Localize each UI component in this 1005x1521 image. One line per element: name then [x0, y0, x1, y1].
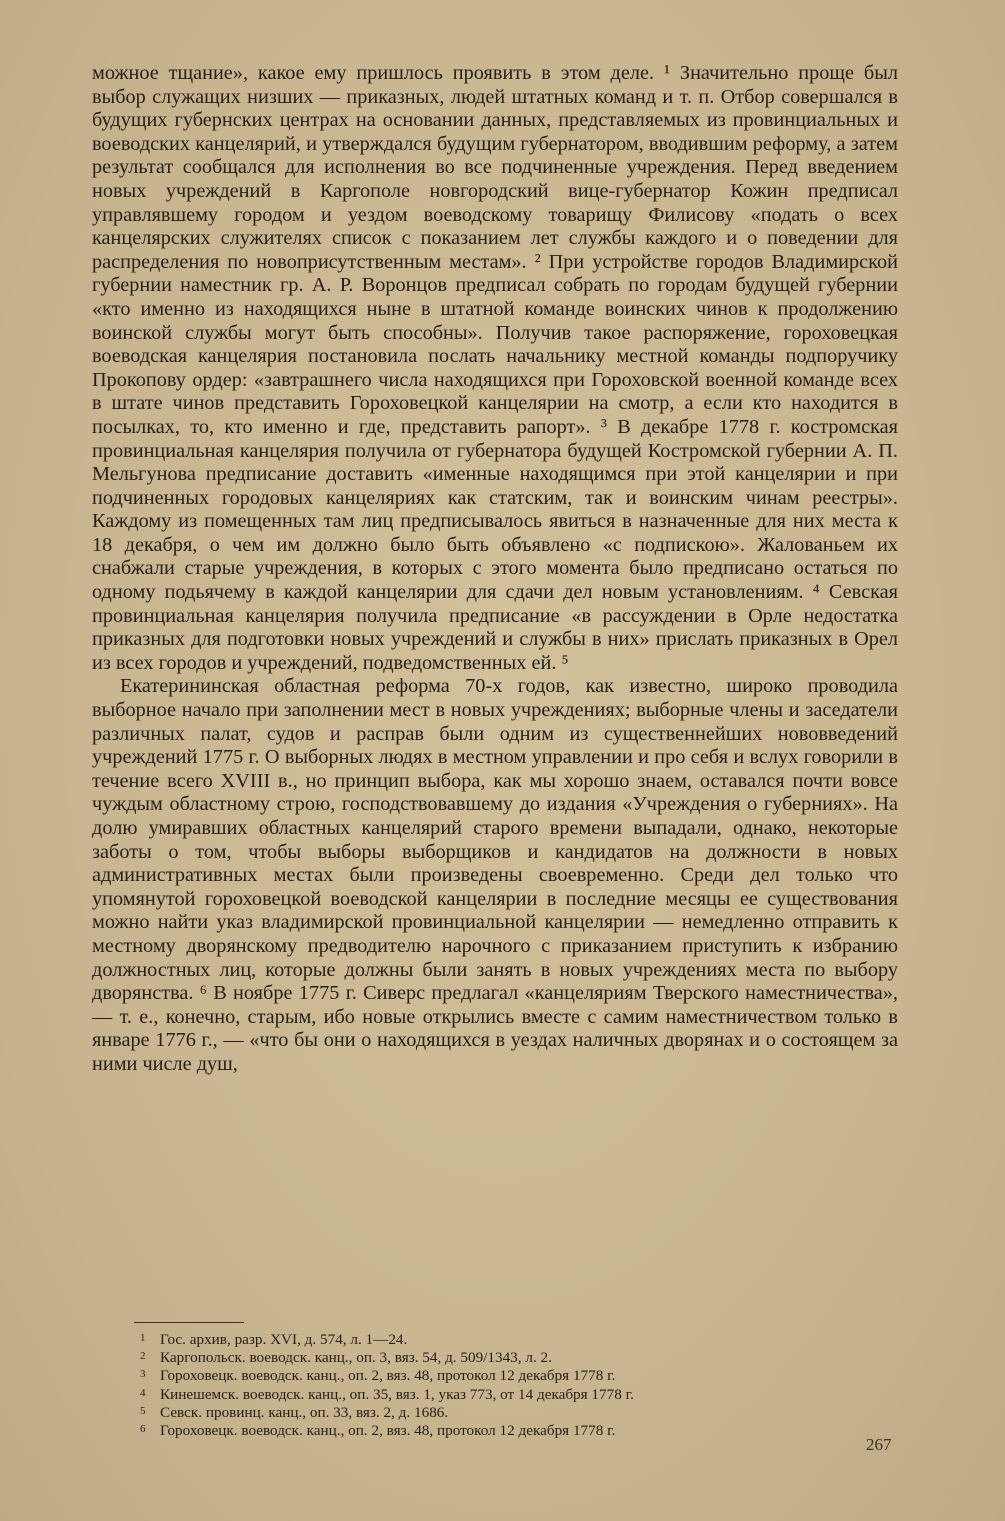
footnote-number: 2 [140, 1350, 146, 1363]
footnote-number: 3 [140, 1368, 146, 1381]
paragraph-2: Екатерининская областная реформа 70-х годов, как известно, широко проводила выборное начало при заполнении мест в новых учреждениях; выборные члены и заседатели различных палат, судов и расправ были одним из существеннейших нововведений учреждений 1775 г. О выборных людях в местном управлении и про себя и вслух говорили в течение всего XVIII в., но принцип выбора, как мы хорошо знаем, оставался почти вовсе чуждым областному строю, господствовавшему до издания «Учреждения о губерниях». На долю умиравших областных канцелярий старого времени выпадали, однако, некоторые заботы о том, чтобы выборы выборщиков и кандидатов на должности в новых административных местах были произведены своевременно. Среди дел только что упомянутой гороховецкой воеводской канцелярии в последние месяцы ее существования можно найти указ владимирской провинциальной канцелярии — немедленно отправить к местному дворянскому предводителю нарочного с приказанием приступить к избранию должностных лиц, которые должны были занять в новых учреждениях места по выбору дворянства. ⁶ В ноябре 1775 г. Сиверс предлагал «канцеляриям Тверского наместничества», — т. е., конечно, старым, ибо новые открылись вместе с самим наместничеством только в январе 1776 г., — «что бы они о находящихся в уездах наличных дворянах и о состоящем за ними числе душ, [92, 675, 898, 1075]
footnote-text: Гороховецк. воеводск. канц., оп. 2, вяз. 48, протокол 12 декабря 1778 г. [160, 1422, 616, 1440]
page-body [92, 62, 898, 1077]
footnote-number: 1 [140, 1332, 146, 1344]
footnote-text: Гороховецк. воеводск. канц., оп. 2, вяз. 48, протокол 12 декабря 1778 г. [160, 1367, 616, 1385]
footnote-item [140, 1421, 900, 1439]
page-number: 267 [866, 1435, 892, 1454]
footnote-item [140, 1330, 900, 1348]
footnote-text: Севск. провинц. канц., оп. 33, вяз. 2, д. 1686. [160, 1403, 449, 1421]
footnote-text: Гос. архив, разр. XVI, д. 574, л. 1—24. [160, 1331, 408, 1348]
footnote-number: 5 [140, 1404, 146, 1417]
footnote-item [140, 1385, 900, 1403]
footnote-text: Кинешемск. воеводск. канц., оп. 35, вяз. 1, указ 773, от 14 декабря 1778 г. [160, 1385, 634, 1403]
paragraph-1: можное тщание», какое ему пришлось проявить в этом деле. ¹ Значительно проще был выбор служащих низших — приказных, людей штатных команд и т. п. Отбор совершался в будущих губернских центрах на основании данных, представляемых из провинциальных и воеводских канцелярий, и утверждался будущим губернатором, вводившим реформу, а затем результат сообщался для исполнения во все подчиненные учреждения. Перед введением новых учреждений в Каргополе новгородский вице-губернатор Кожин предписал управлявшему городом и уездом воеводскому товарищу Филисову «подать о всех канцелярских служителях список с показанием лет службы каждого и о поведении для распределения по новоприсутственным местам». ² При устройстве городов Владимирской губернии наместник гр. А. Р. Воронцов предписал собрать по городам будущей губернии «кто именно из находящихся ныне в штатной команде воинских чинов к продолжению воинской службы могут быть способны». Получив такое распоряжение, гороховецкая воеводская канцелярия постановила послать начальнику местной команды подпоручику Прокопову ордер: «завтрашнего числа находящихся при Гороховской военной команде всех в штате чинов представить Гороховецкой канцелярии на смотр, а если кто находится в посылках, то, кто именно и где, представить рапорт». ³ В декабре 1778 г. костромская провинциальная канцелярия получила от губернатора будущей Костромской губернии А. П. Мельгунова предписание доставить «именные находящимся при этой канцелярии и при подчиненных городовых канцеляриях как статским, так и воинским чинам реестры». Каждому из помещенных там лиц предписывалось явиться в назначенные для них места к 18 декабря, о чем им должно было быть объявлено «с подпискою». Жалованьем их снабжали старые учреждения, в которых с этого момента было предписано остаться по одному подьячему в каждой канцелярии для сдачи дел новым установлениям. ⁴ Севская провинциальная канцелярия получила предписание «в рассуждении в Орле недостатка приказных для подготовки новых учреждений и службы в них» прислать приказных в Орел из всех городов и учреждений, подведомственных ей. ⁵ [92, 62, 898, 674]
body-text [92, 62, 898, 1077]
footnote-number: 6 [140, 1423, 146, 1436]
footnote-number: 4 [140, 1386, 146, 1399]
footnote-text: Каргопольск. воеводск. канц., оп. 3, вяз. 54, д. 509/1343, л. 2. [160, 1349, 552, 1367]
footnote-item [140, 1403, 900, 1421]
footnote-item [140, 1366, 900, 1384]
footnote-divider [134, 1322, 244, 1323]
footnote-item [140, 1348, 900, 1366]
footnotes [140, 1330, 900, 1439]
